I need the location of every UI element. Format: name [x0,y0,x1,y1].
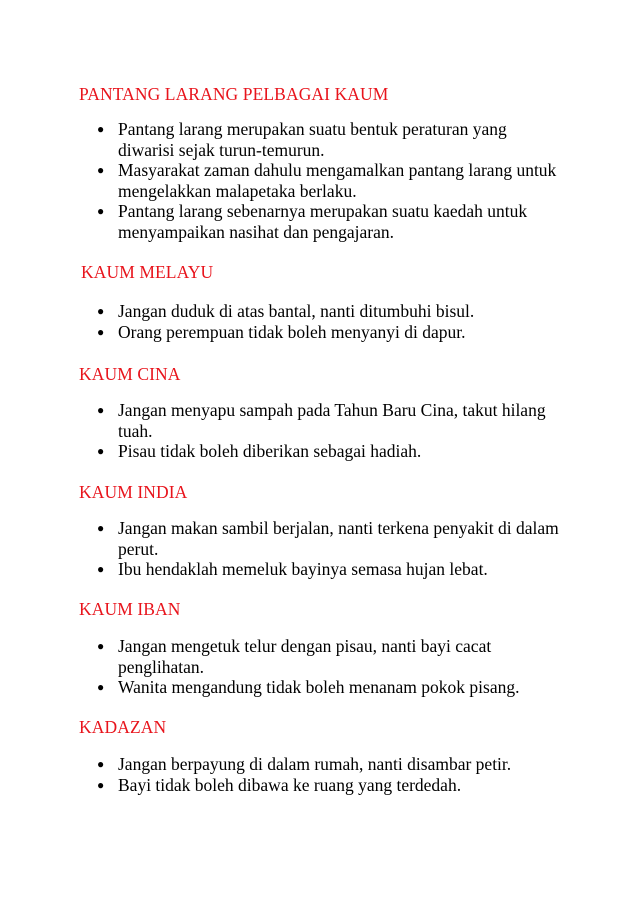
bullet-icon: ● [97,324,105,339]
bullet-list [0,636,638,698]
list-item [0,400,563,441]
bullet-icon: ● [97,521,105,535]
list-item [0,160,563,201]
bullet-icon: ● [97,122,105,136]
bullet-list [0,518,638,580]
list-item [0,119,563,160]
bullet-list [0,119,638,242]
bullet-icon: ● [97,757,105,771]
bullet-icon: ● [97,777,105,792]
bullet-icon: ● [97,562,105,576]
list-item [0,754,563,775]
bullet-list [0,754,638,795]
list-item-text: Bayi tidak boleh dibawa ke ruang yang terdedah. [118,774,462,795]
bullet-icon: ● [97,163,105,177]
bullet-icon: ● [97,444,105,458]
section-heading: PANTANG LARANG PELBAGAI KAUM [79,84,389,104]
list-item [0,201,563,242]
section-heading: KAUM IBAN [79,599,181,619]
list-item-text: Jangan duduk di atas bantal, nanti ditumbuhi bisul. [118,301,475,321]
list-item [0,677,563,698]
list-item [0,301,563,322]
section-heading: KADAZAN [79,717,167,737]
list-item-text: Masyarakat zaman dahulu mengamalkan pantang larang untuk mengelakkan malapetaka berlaku. [118,160,557,201]
list-item [0,441,563,462]
list-item-text: Wanita mengandung tidak boleh menanam pokok pisang. [118,677,520,697]
bullet-icon: ● [97,680,105,694]
list-item [0,636,563,677]
list-item-text: Jangan makan sambil berjalan, nanti terkena penyakit di dalam perut. [118,518,559,559]
list-item-text: Jangan mengetuk telur dengan pisau, nanti bayi cacat penglihatan. [118,636,492,677]
bullet-list [0,301,638,342]
section-heading: KAUM MELAYU [81,262,214,282]
bullet-icon: ● [97,639,105,653]
list-item [0,775,563,796]
bullet-icon: ● [97,304,105,318]
list-item-text: Jangan menyapu sampah pada Tahun Baru Cina, takut hilang tuah. [118,400,546,441]
list-item-text: Jangan berpayung di dalam rumah, nanti disambar petir. [118,754,512,774]
section-heading: KAUM CINA [79,364,181,384]
list-item-text: Pantang larang merupakan suatu bentuk peraturan yang diwarisi sejak turun-temurun. [118,119,507,160]
section-heading: KAUM INDIA [79,482,188,502]
list-item-text: Pisau tidak boleh diberikan sebagai hadiah. [118,441,422,461]
list-item [0,518,563,559]
list-item [0,322,563,343]
bullet-list [0,400,638,462]
bullet-icon: ● [97,204,105,218]
list-item-text: Ibu hendaklah memeluk bayinya semasa hujan lebat. [118,559,488,579]
bullet-icon: ● [97,403,105,417]
list-item-text: Pantang larang sebenarnya merupakan suatu kaedah untuk menyampaikan nasihat dan pengajaran. [118,201,528,242]
list-item-text: Orang perempuan tidak boleh menyanyi di dapur. [118,321,466,342]
list-item [0,559,563,580]
